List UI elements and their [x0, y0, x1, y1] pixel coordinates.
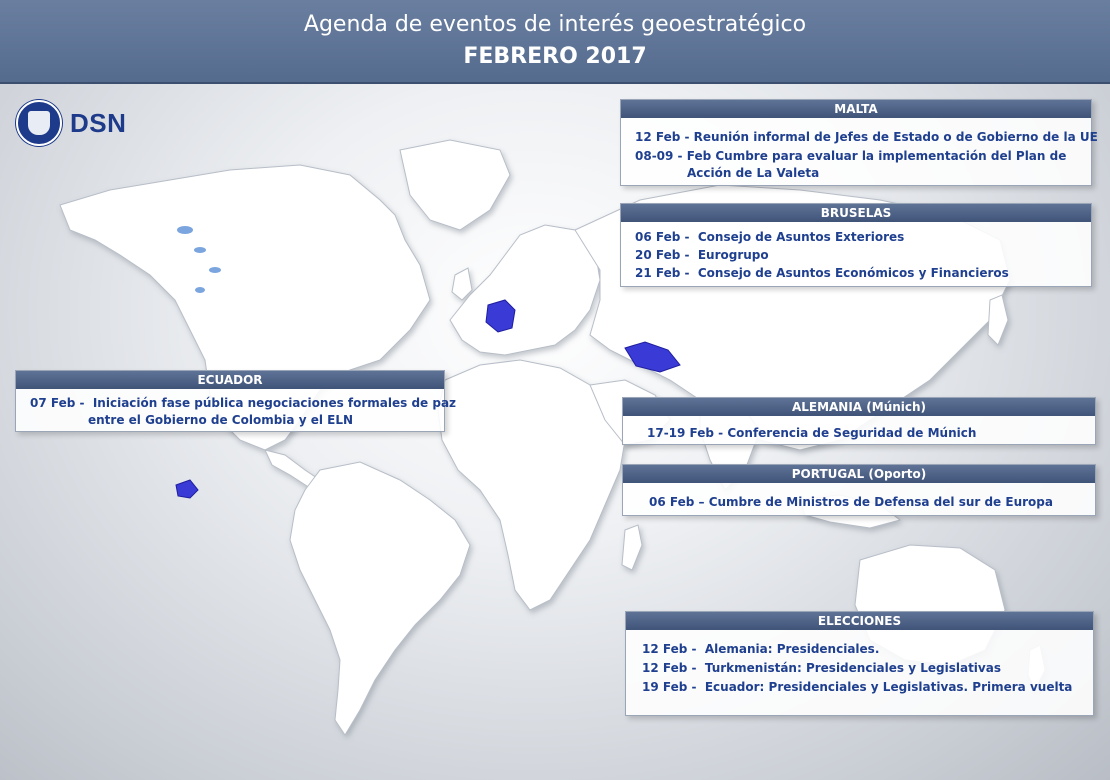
elecciones-event-2: 12 Feb - Turkmenistán: Presidenciales y Legislativas [642, 661, 1001, 675]
elecciones-header: ELECCIONES [626, 612, 1093, 630]
bruselas-event-3: 21 Feb - Consejo de Asuntos Económicos y Financieros [635, 266, 1009, 280]
malta-header: MALTA [621, 100, 1091, 118]
japan-landmass [988, 295, 1008, 345]
ecuador-event-1-cont: entre el Gobierno de Colombia y el ELN [88, 413, 354, 427]
ecuador-header: ECUADOR [16, 371, 444, 389]
greenland-landmass [400, 140, 510, 230]
portugal-event-1: 06 Feb – Cumbre de Ministros de Defensa del sur de Europa [649, 495, 1053, 509]
madagascar-landmass [622, 525, 642, 570]
coat-of-arms-icon [16, 100, 62, 146]
page-title: Agenda de eventos de interés geoestratégico [303, 12, 807, 37]
elecciones-event-3: 19 Feb - Ecuador: Presidenciales y Legislativas. Primera vuelta [642, 680, 1073, 694]
bruselas-event-2: 20 Feb - Eurogrupo [635, 248, 769, 262]
elecciones-events-box [625, 611, 1094, 716]
portugal-header: PORTUGAL (Oporto) [623, 465, 1095, 483]
title-bar [0, 0, 1110, 84]
logo-text: DSN [70, 107, 127, 138]
ecuador-event-1: 07 Feb - Iniciación fase pública negociaciones formales de paz [30, 396, 457, 410]
alemania-header: ALEMANIA (Múnich) [623, 398, 1095, 416]
uk-landmass [452, 268, 472, 300]
alemania-events-box [622, 397, 1096, 445]
malta-events-box [620, 99, 1098, 186]
alemania-event-1: 17-19 Feb - Conferencia de Seguridad de Múnich [647, 426, 977, 440]
page-subtitle: FEBRERO 2017 [463, 44, 647, 69]
malta-event-1: 12 Feb - Reunión informal de Jefes de Estado o de Gobierno de la UE [635, 130, 1098, 144]
elecciones-event-1: 12 Feb - Alemania: Presidenciales. [642, 642, 880, 656]
bruselas-header: BRUSELAS [621, 204, 1091, 222]
ecuador-highlight [176, 480, 198, 498]
malta-event-2: 08-09 - Feb Cumbre para evaluar la implementación del Plan de [635, 149, 1067, 163]
malta-event-2-cont: Acción de La Valeta [687, 166, 820, 180]
bruselas-event-1: 06 Feb - Consejo de Asuntos Exteriores [635, 230, 905, 244]
dsn-logo [16, 100, 126, 146]
ecuador-events-box [15, 370, 457, 432]
south-america-landmass [290, 462, 470, 735]
bruselas-events-box [620, 203, 1092, 287]
portugal-events-box [622, 464, 1096, 516]
